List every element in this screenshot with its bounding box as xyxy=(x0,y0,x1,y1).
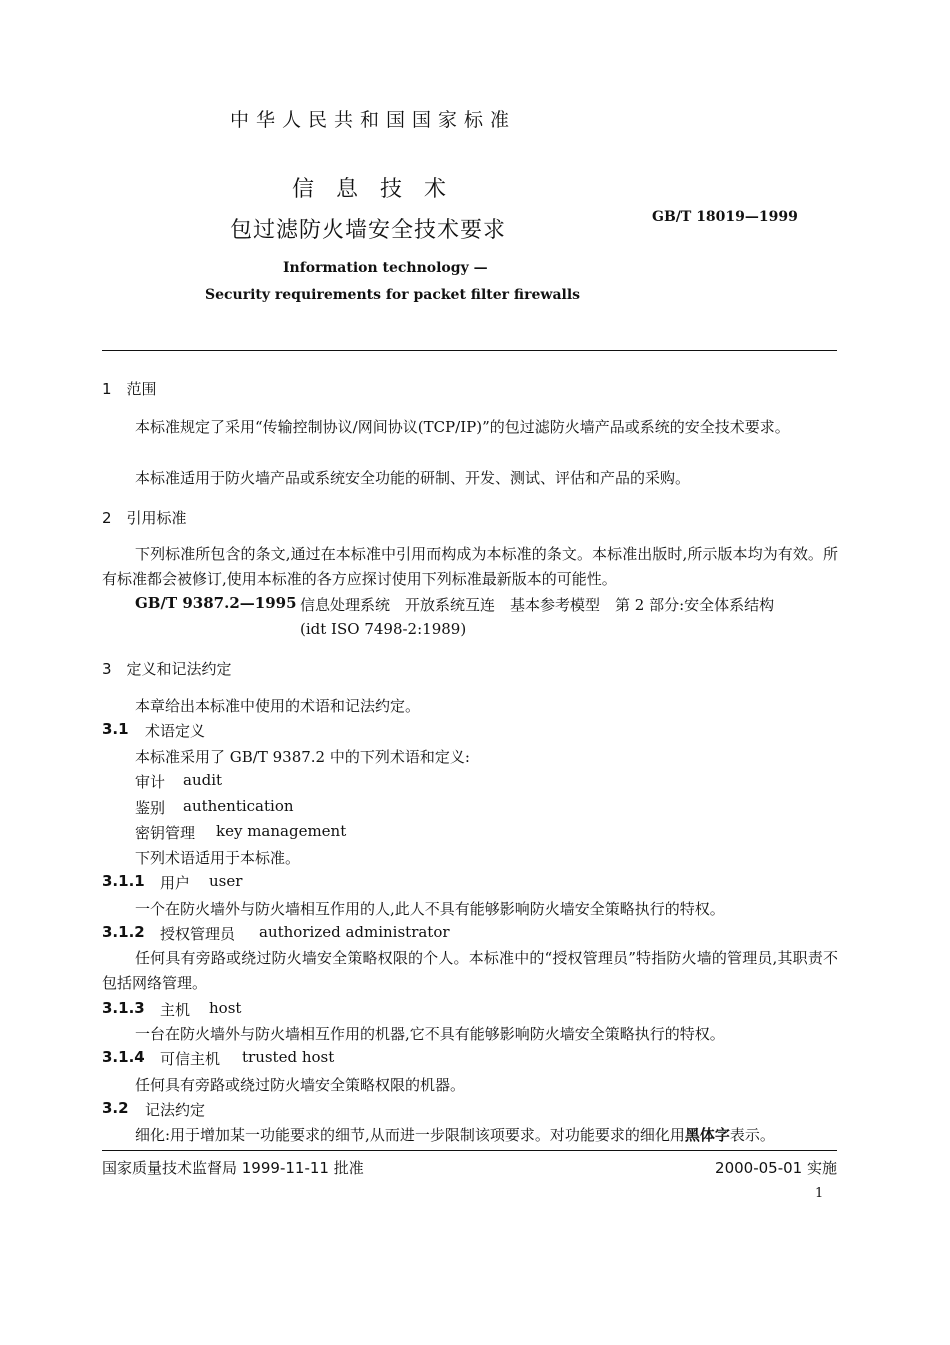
section-2-heading: 2 引用标准 xyxy=(102,509,187,527)
section-3-1-paragraph-1: 本标准采用了 GB/T 9387.2 中的下列术语和定义: xyxy=(135,748,470,766)
definition-1-chinese: 用户 xyxy=(160,874,191,892)
section-3-intro: 本章给出本标准中使用的术语和记法约定。 xyxy=(135,697,421,715)
footer-effective-date: 2000-05-01 实施 xyxy=(715,1159,837,1177)
section-3-2-number: 3.2 xyxy=(102,1099,129,1117)
section-3-2-text xyxy=(135,1124,775,1145)
definition-3-number: 3.1.3 xyxy=(102,999,145,1017)
english-title-line-2: Security requirements for packet filter firewalls xyxy=(205,287,581,303)
footer-approval: 国家质量技术监督局 1999-11-11 批准 xyxy=(102,1159,364,1177)
definition-4-english: trusted host xyxy=(242,1048,335,1066)
definition-2-chinese: 授权管理员 xyxy=(160,925,236,943)
section-3-2-title: 记法约定 xyxy=(145,1101,206,1119)
footer-rule xyxy=(102,1150,837,1151)
english-title-line-1: Information technology — xyxy=(283,260,488,276)
title-line-2: 包过滤防火墙安全技术要求 xyxy=(230,218,507,243)
title-line-1: 信息技术 xyxy=(292,177,469,202)
definition-4-number: 3.1.4 xyxy=(102,1048,145,1066)
definition-3-text: 一台在防火墙外与防火墙相互作用的机器,它不具有能够影响防火墙安全策略执行的特权。 xyxy=(135,1025,725,1043)
term-2-chinese: 鉴别 xyxy=(135,799,166,817)
term-3-chinese: 密钥管理 xyxy=(135,824,196,842)
notation-bold-term: 黑体字 xyxy=(684,1126,730,1144)
section-3-1-paragraph-2: 下列术语适用于本标准。 xyxy=(135,849,301,867)
definition-2-number: 3.1.2 xyxy=(102,923,145,941)
section-1-paragraph-1: 本标准规定了采用“传输控制协议/网间协议(TCP/IP)”的包过滤防火墙产品或系统的安全技术要求。 xyxy=(135,418,790,436)
definition-1-text: 一个在防火墙外与防火墙相互作用的人,此人不具有能够影响防火墙安全策略执行的特权。 xyxy=(135,900,725,918)
section-2-paragraph-1: 下列标准所包含的条文,通过在本标准中引用而构成为本标准的条文。本标准出版时,所示版本均为有效。所有标准都会被修订,使用本标准的各方应探讨使用下列标准最新版本的可能性。 xyxy=(102,545,838,588)
section-1-heading: 1 范围 xyxy=(102,380,157,398)
notation-text-b: 表示。 xyxy=(729,1126,775,1144)
page-number: 1 xyxy=(815,1186,824,1201)
term-1-chinese: 审计 xyxy=(135,773,166,791)
section-3-heading: 3 定义和记法约定 xyxy=(102,660,232,678)
term-3-english: key management xyxy=(216,822,347,840)
standard-code: GB/T 18019—1999 xyxy=(652,209,798,225)
term-1-english: audit xyxy=(183,771,223,789)
definition-2-text: 任何具有旁路或绕过防火墙安全策略权限的个人。本标准中的“授权管理员”特指防火墙的管理员,其职责不包括网络管理。 xyxy=(102,949,838,992)
definition-1-english: user xyxy=(209,872,243,890)
header-rule xyxy=(102,350,837,351)
section-3-1-title: 术语定义 xyxy=(145,722,206,740)
definition-1-number: 3.1.1 xyxy=(102,872,145,890)
section-1-paragraph-2: 本标准适用于防火墙产品或系统安全功能的研制、开发、测试、评估和产品的采购。 xyxy=(135,469,691,487)
definition-3-english: host xyxy=(209,999,242,1017)
definition-4-text: 任何具有旁路或绕过防火墙安全策略权限的机器。 xyxy=(135,1076,466,1094)
reference-title: 信息处理系统 开放系统互连 基本参考模型 第 2 部分:安全体系结构 xyxy=(300,596,775,614)
national-standard-label: 中华人民共和国国家标准 xyxy=(230,109,517,131)
reference-idt: (idt ISO 7498-2:1989) xyxy=(300,620,467,638)
section-3-1-number: 3.1 xyxy=(102,720,129,738)
reference-code: GB/T 9387.2—1995 xyxy=(135,594,297,612)
definition-2-english: authorized administrator xyxy=(259,923,450,941)
definition-4-chinese: 可信主机 xyxy=(160,1050,221,1068)
definition-3-chinese: 主机 xyxy=(160,1001,191,1019)
term-2-english: authentication xyxy=(183,797,294,815)
notation-text-a: 细化:用于增加某一功能要求的细节,从而进一步限制该项要求。对功能要求的细化用 xyxy=(135,1126,685,1144)
